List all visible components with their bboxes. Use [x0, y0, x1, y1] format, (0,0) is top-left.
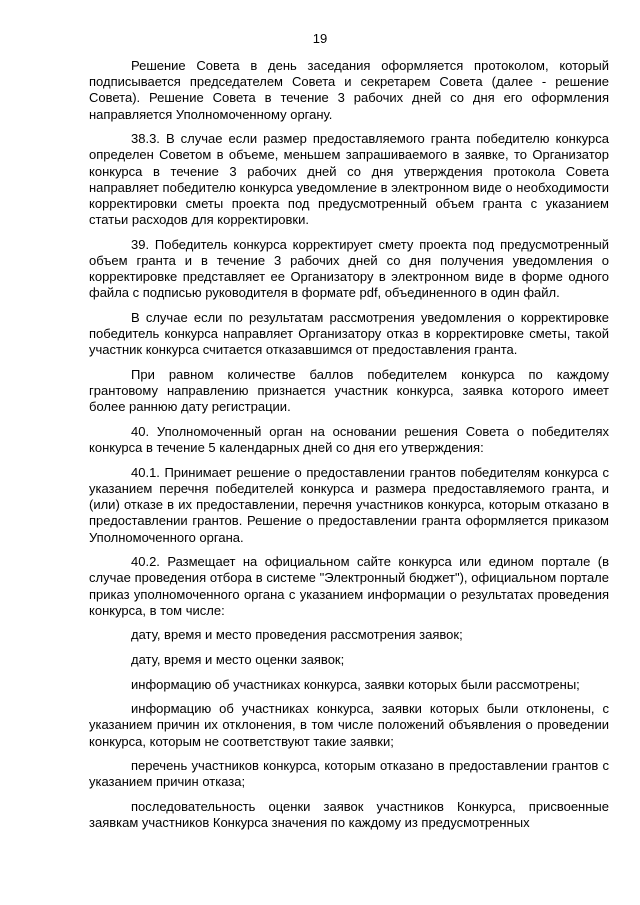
paragraph-refusal: В случае если по результатам рассмотрения уведомления о корректировке победитель конкурса направляет Организатору отказ в корректировке сметы, такой участник конкурса считается отказавшимся от предоставления гранта. — [89, 310, 609, 358]
paragraph-40-1: 40.1. Принимает решение о предоставлении грантов победителям конкурса с указанием перечня победителей конкурса и размера предоставляемого гранта, и (или) отказе в их предоставлении, перечня участников конкурса, которым отказано в предоставлении грантов. Решение о предоставлении гранта оформляется приказом Уполномоченного органа. — [89, 464, 609, 545]
list-item-evaluation-date: дату, время и место оценки заявок; — [131, 652, 345, 668]
list-item-review-date: дату, время и место проведения рассмотрения заявок; — [131, 627, 463, 643]
paragraph-equal-score: При равном количестве баллов победителем конкурса по каждому грантовому направлению признается участник конкурса, заявка которого имеет более раннюю дату регистрации. — [89, 367, 609, 415]
page-number: 19 — [312, 31, 328, 46]
document-body — [89, 58, 609, 840]
paragraph-40-2: 40.2. Размещает на официальном сайте конкурса или едином портале (в случае проведения отбора в системе "Электронный бюджет"), официальном портале приказ уполномоченного органа с указанием информации о результатах проведения конкурса, в том числе: — [89, 554, 609, 618]
paragraph-39: 39. Победитель конкурса корректирует смету проекта под предусмотренный объем гранта и в течение 3 рабочих дней со дня получения уведомления о корректировке представляет ее Организатору в электронном виде в форме одного файла с подписью руководителя в формате pdf, объединенного в один файл. — [89, 236, 609, 301]
paragraph-38-3: 38.3. В случае если размер предоставляемого гранта победителю конкурса определен Советом в объеме, меньшем запрашиваемого в заявке, то Организатор конкурса в течение 3 рабочих дней со дня утверждения протокола Совета направляет победителю конкурса уведомление в электронном виде о необходимости корректировки сметы проекта под предусмотренный объем гранта с указанием статьи расходов для корректировки. — [89, 131, 609, 228]
paragraph-protocol: Решение Совета в день заседания оформляется протоколом, который подписывается председателем Совета и секретарем Совета (далее - решение Совета). Решение Совета в течение 3 рабочих дней со дня его оформления направляется Уполномоченному органу. — [89, 58, 609, 122]
list-item-reviewed-participants: информацию об участниках конкурса, заявки которых были рассмотрены; — [131, 676, 580, 692]
list-item-refused-participants: перечень участников конкурса, которым отказано в предоставлении грантов с указанием причин отказа; — [89, 758, 609, 790]
paragraph-40: 40. Уполномоченный орган на основании решения Совета о победителях конкурса в течение 5 календарных дней со дня его утверждения: — [89, 424, 609, 456]
list-item-rejected-participants: информацию об участниках конкурса, заявки которых были отклонены, с указанием причин их отклонения, в том числе положений объявления о проведении конкурса, которым не соответствуют такие заявки; — [89, 701, 609, 749]
list-item-evaluation-sequence: последовательность оценки заявок участников Конкурса, присвоенные заявкам участников Конкурса значения по каждому из предусмотренных — [89, 799, 609, 831]
